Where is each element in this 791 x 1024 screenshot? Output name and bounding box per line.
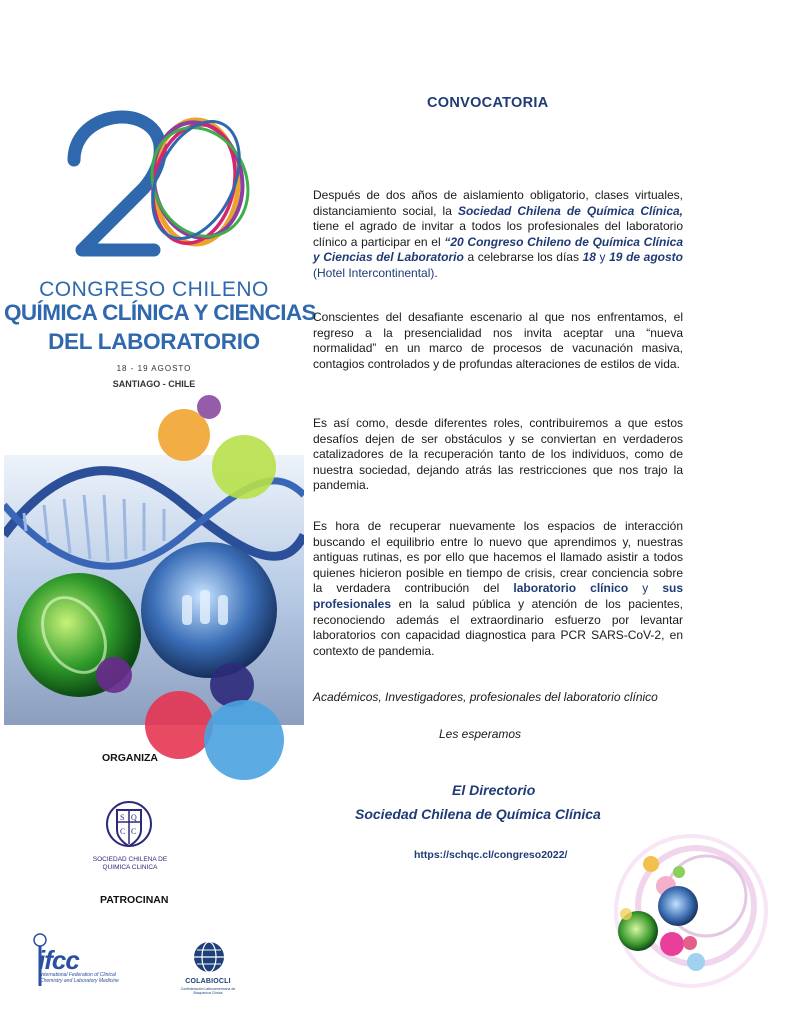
banner-line-1: CONGRESO CHILENO (39, 278, 269, 301)
date-18: 18 (582, 250, 596, 265)
congress-url-link[interactable]: https://schqc.cl/congreso2022/ (414, 849, 568, 861)
paragraph-intro: Después de dos años de aislamiento obligatorio, clases virtuales, distanciamiento social, la Sociedad Chilena de Química Clínica, tiene el agrado de invitar a todos los profesionales del laboratorio clínico a participar en el “20 Congreso Chileno de Química Clínica y Ciencias del Laboratorio a celebrarse los días 18 y 19 de agosto (Hotel Intercontinental). (313, 188, 684, 280)
big-20-logo (4, 100, 304, 280)
signature-society: Sociedad Chilena de Química Clínica (355, 806, 601, 822)
dna-lab-artwork (4, 395, 304, 780)
page-title: CONVOCATORIA (427, 95, 549, 111)
patrocinan-label: PATROCINAN (100, 894, 169, 906)
congress-banner (4, 100, 316, 780)
prof-highlight: sus profesionales (313, 581, 684, 611)
congress-name-inline: “20 Congreso Chileno de Química Clínica y Ciencias del Laboratorio (313, 234, 684, 265)
closing-line: Les esperamos (439, 727, 522, 741)
colabiocli-subtitle: Confederación Latinoamericana de Bioquímica Clínica (180, 987, 236, 995)
banner-city: SANTIAGO - CHILE (112, 379, 196, 389)
ifcc-subtitle: International Federation of Clinical Chemistry and Laboratory Medicine (40, 972, 119, 984)
lab-highlight: laboratorio clínico (513, 581, 629, 596)
paragraph-call: Es hora de recuperar nuevamente los espacios de interacción buscando el equilibrio entre lo nuevo que aprendimos y, nuestras antiguas rutinas, es por ello que hacemos el llamado asistir a todos quienes hicieron posible en tiempo de crisis, crear conciencia sobre la verdadera contribución del laboratorio clínico y sus profesionales en la salud pública y atención de los pacientes, reconociendo además el extraordinario esfuerzo por levantar laboratorios con capacidad diagnostica para PCR SARS-CoV-2, en contexto de pandemia. (313, 519, 684, 658)
colabiocli-wordmark: COLABIOCLI (185, 978, 231, 985)
ifcc-wordmark: ifcc (38, 945, 79, 975)
society-name-inline: Sociedad Chilena de Química Clínica, (457, 203, 684, 218)
sociedad-name: SOCIEDAD CHILENA DE QUIMICA CLINICA (92, 856, 168, 871)
svg-text:C: C (120, 827, 126, 836)
paragraph-context: Conscientes del desafiante escenario al que nos enfrentamos, el regreso a la presencialidad nos invita aceptar una “nueva normalidad” en un marco de procesos de vacunación masiva, contagios controlados y de profundas alteraciones de estilos de vida. (313, 310, 683, 371)
svg-text:C: C (131, 827, 137, 836)
decorative-bubbles (586, 826, 786, 1016)
date-19: 19 de agosto (609, 250, 684, 265)
svg-text:Q: Q (131, 813, 137, 822)
sociedad-shield-logo (104, 800, 154, 854)
audience-line: Académicos, Investigadores, profesionales del laboratorio clínico (313, 690, 658, 704)
banner-dates: 18 - 19 AGOSTO (116, 364, 192, 373)
banner-line-3: DEL LABORATORIO (48, 329, 260, 354)
organiza-label: ORGANIZA (102, 752, 158, 764)
colabiocli-globe-icon (192, 940, 226, 974)
hotel-name: (Hotel Intercontinental) (313, 265, 435, 280)
signature-directorio: El Directorio (452, 782, 536, 798)
svg-text:S: S (120, 813, 125, 822)
banner-line-2: QUÍMICA CLÍNICA Y CIENCIAS (4, 300, 316, 325)
paragraph-roles: Es así como, desde diferentes roles, contribuiremos a que estos desafíos dejen de ser obstáculos y se conviertan en verdaderos catalizadores de la recuperación tanto de los individuos, como de nuestra sociedad, dejando atrás las restricciones que nos trajo la pandemia. (313, 416, 683, 493)
